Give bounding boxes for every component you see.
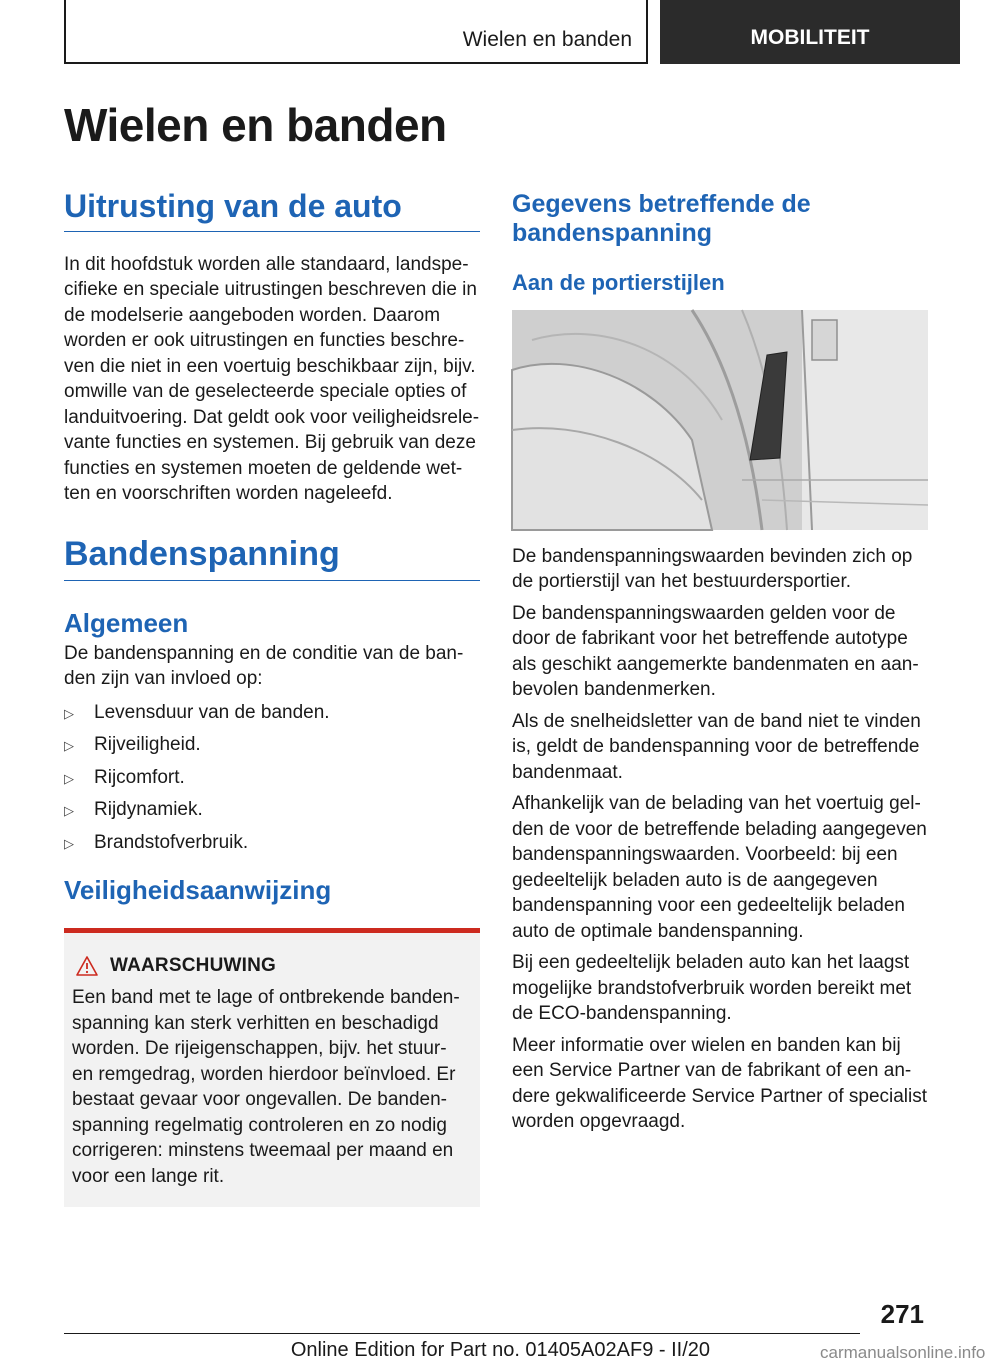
- paragraph: Bij een gedeeltelijk beladen auto kan het laagst mogelijke brandstofverbruik worden bereikt met de ECO-bandenspanning.: [512, 952, 912, 1024]
- safety-heading: Veiligheidsaanwijzing: [64, 875, 332, 906]
- header-chapter-badge: [660, 0, 960, 64]
- triangle-bullet-icon: ▷: [64, 770, 74, 786]
- paragraph: Meer informatie over wielen en banden kan bij een Service Partner van de fabrikant of een andere gekwalificeerde Service Partner of specialist worden opgevraagd.: [512, 1034, 928, 1132]
- general-text: De bandenspanning en de conditie van de banden zijn van invloed op:: [64, 642, 464, 690]
- warning-triangle-icon: [76, 956, 98, 976]
- list-item: ▷ Rijveiligheid.: [64, 732, 480, 759]
- list-item: ▷ Rijcomfort.: [64, 765, 480, 792]
- list-item: ▷ Brandstofverbruik.: [64, 830, 480, 857]
- influence-list: [64, 700, 480, 857]
- paragraph: Afhankelijk van de belading van het voertuig gelden de voor de betreffende belading aangegeven bandenspanningswaarden. Voorbeeld: bij een gedeeltelijk beladen auto is de aangegeven bandenspanning voor een gedeeltelijk beladen auto de optimale bandenspanning.: [512, 793, 927, 942]
- door-pillar-photo: [512, 310, 928, 530]
- triangle-bullet-icon: ▷: [64, 705, 74, 721]
- warning-header: [72, 955, 472, 977]
- page-title: Wielen en banden: [64, 99, 447, 151]
- header-section-title: Wielen en banden: [462, 28, 632, 51]
- equipment-text: In dit hoofdstuk worden alle standaard, landspecifieke en speciale uitrustingen beschreven die in de modelserie aangeboden worden. Daarom worden er ook uitrustingen en functies beschreven die niet in een voertuig beschikbaar zijn, bijv. omwille van de geselecteerde speciale opties of landuitvoering. Dat geldt ook voor veiligheidsrelevante functies en systemen. Bij gebruik van deze functies en systemen moeten de geldende wetten en voorschriften worden nageleefd.: [64, 253, 480, 505]
- right-column: [512, 190, 928, 1135]
- warning-title: WAARSCHUWING: [110, 955, 276, 977]
- paragraph: Als de snelheidsletter van de band niet te vinden is, geldt de bandenspanning voor de betreffende bandenmaat.: [512, 710, 921, 783]
- header-chapter-label: MOBILITEIT: [750, 26, 870, 49]
- triangle-bullet-icon: ▷: [64, 803, 74, 819]
- list-item: ▷ Levensduur van de banden.: [64, 700, 480, 727]
- door-pillar-heading: Aan de portierstijlen: [512, 269, 725, 295]
- paragraph: De bandenspanningswaarden bevinden zich op de portierstijl van het bestuurdersportier.: [512, 545, 913, 592]
- warning-text: Een band met te lage of ontbrekende bandenspanning kan sterk verhitten en beschadigd worden. De rijeigenschappen, bijv. het stuur- en remgedrag, worden hierdoor beïnvloed. Er bestaat gevaar voor ongevallen. De bandenspanning regelmatig controleren en zo nodig corrigeren: minstens tweemaal per maand en voor een lange rit.: [72, 987, 460, 1187]
- paragraph: De bandenspanningswaarden gelden voor de door de fabrikant voor het betreffende autotype als geschikt aangemerkte bandenmaten en aanbevolen bandenmerken.: [512, 602, 919, 700]
- equipment-heading: Uitrusting van de auto: [64, 188, 480, 232]
- list-item: ▷ Rijdynamiek.: [64, 797, 480, 824]
- left-column: [64, 188, 480, 1207]
- page-number: 271: [880, 1299, 924, 1329]
- header-section-tab: [64, 0, 648, 64]
- warning-box: [64, 928, 480, 1207]
- triangle-bullet-icon: ▷: [64, 835, 74, 851]
- general-heading: Algemeen: [64, 607, 189, 638]
- footer-divider: [64, 1333, 860, 1334]
- watermark: carmanualsonline.info: [820, 1343, 985, 1362]
- tire-pressure-heading: Bandenspanning: [64, 535, 480, 581]
- triangle-bullet-icon: ▷: [64, 738, 74, 754]
- edition-note: Online Edition for Part no. 01405A02AF9 - II/20: [290, 1339, 710, 1361]
- pressure-data-heading: Gegevens betreffende de bandenspanning: [512, 190, 811, 247]
